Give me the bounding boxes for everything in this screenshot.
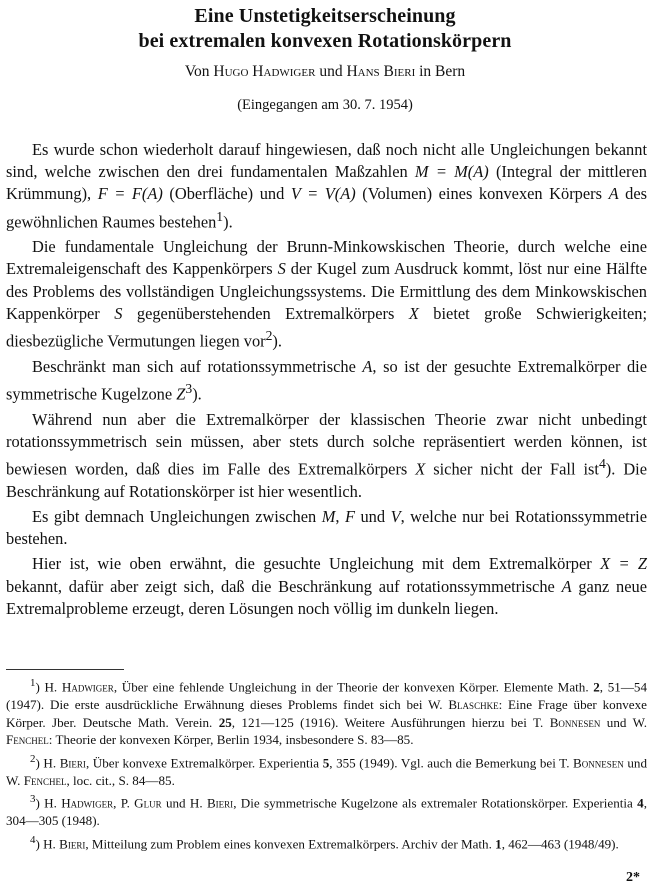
paragraph-3: Beschränkt man sich auf rotationssymmetrische A, so ist der gesuchte Extremalkörper die symmetrische Kugelzone $Z^3$). xyxy=(6,356,647,404)
byline-von: Von xyxy=(184,63,210,80)
footnote-ref-1: 1 xyxy=(216,208,224,224)
math-v-eq: V = V(A) xyxy=(290,184,356,204)
footnote-3: $^3$) H. Hadwiger, P. Glur und H. Bieri, Die symmetrische Kugelzone als extremaler Rotationskörper. Experientia 4, 304—305 (1948). xyxy=(6,793,647,829)
footnote-rule xyxy=(6,669,124,670)
footnotes xyxy=(6,675,647,855)
author-bieri: Hans Bieri xyxy=(346,63,416,80)
footnote-ref-2: 2 xyxy=(265,328,273,344)
article-title-line-2: bei extremalen konvexen Rotationskörpern xyxy=(138,30,512,52)
paragraph-2: Die fundamentale Ungleichung der Brunn-Minkowskischen Theorie, durch welche eine Extremaleigenschaft des Kappenkörpers S der Kugel zum Ausdruck kommt, löst nur eine Hälfte des Problems des vollständigen Ungleichungssystems. Die Ermittlung des dem Minkowskischen Kappenkörper S gegenüberstehenden Extremalkörpers X bietet große Schwierigkeiten; diesbezügliche Vermutungen liegen vor$^2$). xyxy=(6,237,647,351)
math-x-eq-z: X = Z xyxy=(600,554,647,574)
article-title-line-1: Eine Unstetigkeitserscheinung xyxy=(194,5,456,27)
footnote-2: $^2$) H. Bieri, Über konvexe Extremalkörper. Experientia 5, 355 (1949). Vgl. auch die Bemerkung bei T. Bonnesen und W. Fenchel, loc. cit., S. 84—85. xyxy=(6,752,647,788)
footnote-ref-3: 3 xyxy=(185,380,193,396)
byline-place: in Bern xyxy=(419,63,466,80)
paragraph-4: Während nun aber die Extremalkörper der klassischen Theorie zwar nicht unbedingt rotationssymmetrisch sein müssen, aber stets durch solche repräsentiert werden können, ist bewiesen worden, daß dies im Falle des Extremalkörpers X sicher nicht der Fall ist$^4$). Die Beschränkung auf Rotationskörper ist hier wesentlich. xyxy=(6,409,647,501)
paragraph-6: Hier ist, wie oben erwähnt, die gesuchte Ungleichung mit dem Extremalkörper X = Z bekannt, dafür aber zeigt sich, daß die Beschränkung auf rotationssymmetrische A ganz neue Extremalprobleme erzeugt, deren Lösungen noch völlig im dunkeln liegen. xyxy=(6,554,647,618)
math-m-eq: M = M(A) xyxy=(414,162,489,182)
author-hadwiger: Hugo Hadwiger xyxy=(213,63,316,80)
byline xyxy=(0,62,650,82)
received-date: (Eingegangen am 30. 7. 1954) xyxy=(237,97,413,113)
math-f-eq: F = F(A) xyxy=(97,184,163,204)
footnote-4: $^4$) H. Bieri, Mitteilung zum Problem eines konvexen Extremalkörpers. Archiv der Math. 1, 462—463 (1948/49). xyxy=(30,833,619,852)
footnote-1: $^1$) H. Hadwiger, Über eine fehlende Ungleichung in der Theorie der konvexen Körper. Elemente Math. 2, 51—54 (1947). Die erste ausdrückliche Erwähnung dieses Problems findet sich bei W. Blaschke: Eine Frage über konvexe Körper. Jber. Deutsche Math. Verein. 25, 121—125 (1916). Weitere Ausführungen hierzu bei T. Bonnesen und W. Fenchel: Theorie der konvexen Körper, Berlin 1934, insbesondere S. 83—85. xyxy=(6,677,648,748)
paragraph-5: Es gibt demnach Ungleichungen zwischen M, F und V, welche nur bei Rotationssymmetrie bestehen. xyxy=(6,506,647,549)
body-text xyxy=(6,139,647,620)
byline-und: und xyxy=(319,63,343,80)
page-number: 2* xyxy=(626,870,640,885)
paragraph-1: Es wurde schon wiederholt darauf hingewiesen, daß noch nicht alle Ungleichungen bekannt sind, welche zwischen den drei fundamentalen Maßzahlen M = M(A) (Integral der mittleren Krümmung), F = F(A) (Oberfläche) und V = V(A) (Volumen) eines konvexen Körpers A des gewöhnlichen Raumes bestehen$^1$). xyxy=(6,140,647,232)
footnote-ref-4: 4 xyxy=(598,456,606,472)
